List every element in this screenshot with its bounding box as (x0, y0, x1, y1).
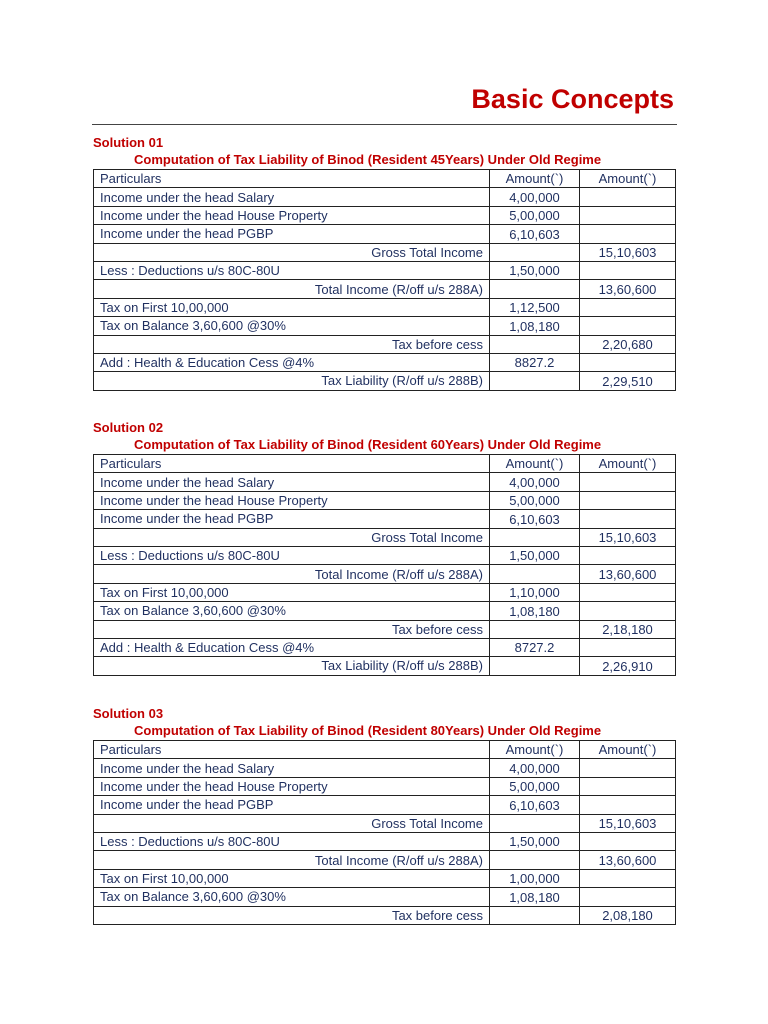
row-amount-2: 2,08,180 (580, 906, 676, 924)
table-header-row (94, 455, 676, 473)
header-particulars: Particulars (94, 741, 490, 759)
row-particulars: Gross Total Income (94, 528, 490, 546)
row-particulars: Tax on First 10,00,000 (94, 869, 490, 887)
row-particulars: Tax on First 10,00,000 (94, 583, 490, 601)
row-particulars: Income under the head PGBP (94, 510, 490, 528)
row-amount-1: 1,50,000 (490, 261, 580, 279)
row-particulars: Total Income (R/off u/s 288A) (94, 280, 490, 298)
table-row (94, 317, 676, 335)
row-amount-1 (490, 528, 580, 546)
row-amount-1: 6,10,603 (490, 225, 580, 243)
table-row (94, 583, 676, 601)
row-amount-2: 13,60,600 (580, 565, 676, 583)
row-particulars: Income under the head House Property (94, 491, 490, 509)
row-amount-1 (490, 565, 580, 583)
row-amount-1: 1,08,180 (490, 888, 580, 906)
row-amount-1: 5,00,000 (490, 206, 580, 224)
row-amount-2 (580, 510, 676, 528)
row-amount-2: 15,10,603 (580, 243, 676, 261)
header-particulars: Particulars (94, 455, 490, 473)
row-particulars: Tax Liability (R/off u/s 288B) (94, 372, 490, 390)
row-particulars: Total Income (R/off u/s 288A) (94, 565, 490, 583)
row-particulars: Gross Total Income (94, 243, 490, 261)
row-amount-2 (580, 583, 676, 601)
row-amount-1 (490, 814, 580, 832)
row-amount-2 (580, 473, 676, 491)
page-title: Basic Concepts (471, 84, 674, 114)
row-amount-2 (580, 353, 676, 371)
row-particulars: Income under the head Salary (94, 188, 490, 206)
row-amount-2: 13,60,600 (580, 851, 676, 869)
row-amount-1: 1,12,500 (490, 298, 580, 316)
row-amount-1: 1,10,000 (490, 583, 580, 601)
row-particulars: Tax before cess (94, 906, 490, 924)
row-amount-1: 5,00,000 (490, 491, 580, 509)
row-particulars: Tax on Balance 3,60,600 @30% (94, 888, 490, 906)
row-particulars: Income under the head House Property (94, 206, 490, 224)
row-particulars: Add : Health & Education Cess @4% (94, 638, 490, 656)
row-amount-1: 1,00,000 (490, 869, 580, 887)
solution-section-2 (93, 420, 675, 676)
row-amount-1 (490, 280, 580, 298)
row-amount-2: 13,60,600 (580, 280, 676, 298)
row-amount-2 (580, 491, 676, 509)
row-particulars: Income under the head Salary (94, 759, 490, 777)
row-amount-2 (580, 298, 676, 316)
row-amount-1 (490, 335, 580, 353)
solution-label: Solution 02 (93, 420, 164, 435)
table-row (94, 814, 676, 832)
solution-label: Solution 01 (93, 135, 164, 150)
row-amount-2 (580, 602, 676, 620)
table-row (94, 243, 676, 261)
table-row (94, 620, 676, 638)
computation-title: Computation of Tax Liability of Binod (Resident 45Years) Under Old Regime (134, 152, 602, 167)
table-row (94, 353, 676, 371)
row-amount-2 (580, 796, 676, 814)
row-amount-2: 2,20,680 (580, 335, 676, 353)
table-row (94, 335, 676, 353)
table-row (94, 546, 676, 564)
row-amount-1: 4,00,000 (490, 759, 580, 777)
header-amount-2: Amount(`) (580, 170, 676, 188)
header-amount-1: Amount(`) (490, 741, 580, 759)
row-particulars: Income under the head PGBP (94, 225, 490, 243)
row-amount-2 (580, 225, 676, 243)
table-row (94, 225, 676, 243)
row-particulars: Tax before cess (94, 335, 490, 353)
computation-title: Computation of Tax Liability of Binod (Resident 60Years) Under Old Regime (134, 437, 602, 452)
table-row (94, 638, 676, 656)
table-row (94, 832, 676, 850)
solution-section-1 (93, 135, 675, 391)
row-amount-1: 6,10,603 (490, 796, 580, 814)
table-row (94, 473, 676, 491)
row-amount-2 (580, 888, 676, 906)
row-particulars: Less : Deductions u/s 80C-80U (94, 261, 490, 279)
row-amount-2 (580, 206, 676, 224)
computation-title: Computation of Tax Liability of Binod (Resident 80Years) Under Old Regime (134, 723, 602, 738)
row-amount-2: 2,18,180 (580, 620, 676, 638)
row-amount-2 (580, 759, 676, 777)
row-amount-2 (580, 777, 676, 795)
row-particulars: Less : Deductions u/s 80C-80U (94, 832, 490, 850)
table-row (94, 759, 676, 777)
row-amount-2 (580, 832, 676, 850)
row-particulars: Tax on Balance 3,60,600 @30% (94, 602, 490, 620)
row-amount-1: 1,50,000 (490, 546, 580, 564)
row-amount-2 (580, 869, 676, 887)
row-particulars: Tax on Balance 3,60,600 @30% (94, 317, 490, 335)
tax-table (93, 454, 676, 676)
table-header-row (94, 741, 676, 759)
table-row (94, 869, 676, 887)
table-row (94, 188, 676, 206)
table-row (94, 491, 676, 509)
row-particulars: Tax on First 10,00,000 (94, 298, 490, 316)
row-particulars: Income under the head Salary (94, 473, 490, 491)
table-row (94, 261, 676, 279)
table-row (94, 528, 676, 546)
row-particulars: Tax Liability (R/off u/s 288B) (94, 657, 490, 675)
tax-table (93, 169, 676, 391)
row-particulars: Gross Total Income (94, 814, 490, 832)
row-amount-1: 1,08,180 (490, 602, 580, 620)
table-row (94, 602, 676, 620)
row-amount-1: 1,50,000 (490, 832, 580, 850)
row-particulars: Less : Deductions u/s 80C-80U (94, 546, 490, 564)
table-row (94, 206, 676, 224)
solution-section-3 (93, 706, 675, 925)
table-row (94, 298, 676, 316)
row-particulars: Income under the head House Property (94, 777, 490, 795)
row-amount-2 (580, 317, 676, 335)
table-row (94, 777, 676, 795)
header-particulars: Particulars (94, 170, 490, 188)
table-row (94, 565, 676, 583)
row-amount-2: 2,29,510 (580, 372, 676, 390)
row-amount-1: 1,08,180 (490, 317, 580, 335)
row-amount-1: 5,00,000 (490, 777, 580, 795)
row-amount-1: 8727.2 (490, 638, 580, 656)
row-amount-1 (490, 620, 580, 638)
row-amount-1: 4,00,000 (490, 473, 580, 491)
row-amount-1 (490, 243, 580, 261)
header-amount-2: Amount(`) (580, 455, 676, 473)
row-particulars: Total Income (R/off u/s 288A) (94, 851, 490, 869)
row-amount-2: 15,10,603 (580, 814, 676, 832)
header-amount-1: Amount(`) (490, 455, 580, 473)
header-amount-2: Amount(`) (580, 741, 676, 759)
title-divider (92, 124, 677, 125)
table-row (94, 888, 676, 906)
header-amount-1: Amount(`) (490, 170, 580, 188)
table-row (94, 510, 676, 528)
row-amount-1 (490, 372, 580, 390)
row-amount-1: 8827.2 (490, 353, 580, 371)
row-amount-1: 6,10,603 (490, 510, 580, 528)
row-amount-1: 4,00,000 (490, 188, 580, 206)
table-row (94, 657, 676, 675)
table-row (94, 796, 676, 814)
table-row (94, 280, 676, 298)
row-amount-2 (580, 638, 676, 656)
row-amount-1 (490, 906, 580, 924)
table-row (94, 372, 676, 390)
table-row (94, 906, 676, 924)
row-amount-2: 2,26,910 (580, 657, 676, 675)
solution-label: Solution 03 (93, 706, 164, 721)
table-header-row (94, 170, 676, 188)
row-particulars: Add : Health & Education Cess @4% (94, 353, 490, 371)
table-row (94, 851, 676, 869)
row-amount-2 (580, 546, 676, 564)
row-amount-1 (490, 851, 580, 869)
row-amount-2 (580, 188, 676, 206)
row-amount-2 (580, 261, 676, 279)
row-particulars: Income under the head PGBP (94, 796, 490, 814)
row-amount-1 (490, 657, 580, 675)
tax-table (93, 740, 676, 925)
row-particulars: Tax before cess (94, 620, 490, 638)
row-amount-2: 15,10,603 (580, 528, 676, 546)
